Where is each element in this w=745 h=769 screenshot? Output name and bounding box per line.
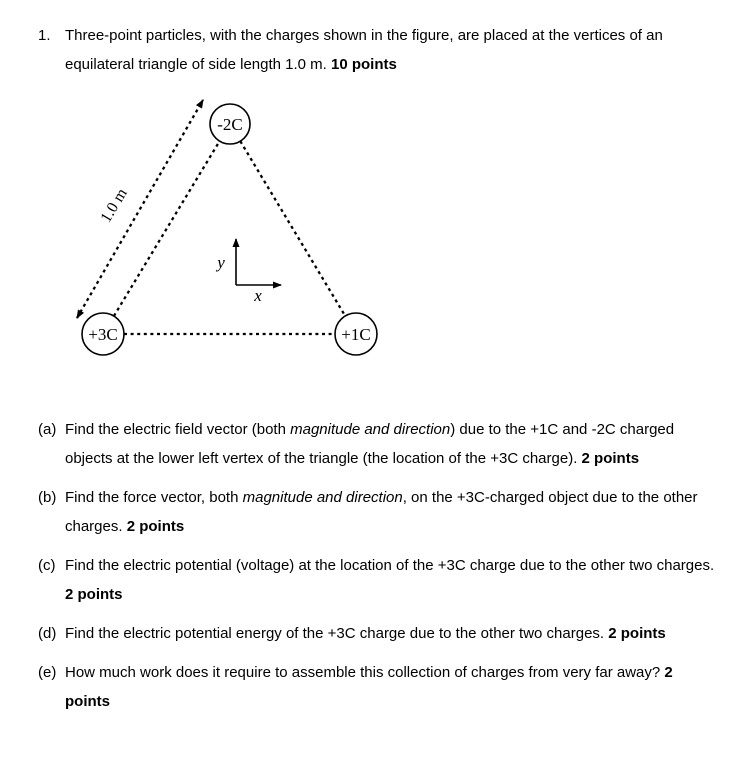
question-text: Three-point particles, with the charges shown in the figure, are placed at the vertices of an equilateral triangle of side length 1.0 m. 10 points bbox=[65, 27, 663, 73]
question-statement bbox=[38, 21, 715, 79]
part-label: (d) bbox=[38, 625, 57, 642]
charge-label-bottom-left: +3C bbox=[88, 325, 118, 344]
y-axis-label: y bbox=[217, 253, 225, 272]
part-item bbox=[38, 619, 715, 648]
part-label: (e) bbox=[38, 664, 57, 681]
part-text: Find the electric potential energy of the +3C charge due to the other two charges. 2 points bbox=[65, 625, 666, 642]
part-item bbox=[38, 415, 715, 473]
triangle-side-left bbox=[114, 141, 220, 316]
part-label: (a) bbox=[38, 421, 57, 438]
part-item bbox=[38, 551, 715, 609]
triangle-figure bbox=[60, 93, 715, 381]
side-length-measure-arrow bbox=[77, 100, 203, 318]
part-label: (c) bbox=[38, 557, 56, 574]
part-text: Find the force vector, both magnitude and direction, on the +3C-charged object due to the other charges. 2 points bbox=[65, 489, 698, 535]
parts-list bbox=[38, 415, 715, 716]
part-item bbox=[38, 483, 715, 541]
side-length-label: 1.0 m bbox=[97, 185, 131, 226]
question-number: 1. bbox=[38, 27, 51, 44]
part-label: (b) bbox=[38, 489, 57, 506]
x-axis-label: x bbox=[254, 286, 262, 305]
triangle-figure-svg bbox=[60, 93, 400, 371]
part-text: How much work does it require to assemble this collection of charges from very far away? 2 points bbox=[65, 664, 673, 710]
charge-label-top: -2C bbox=[217, 115, 243, 134]
charge-label-bottom-right: +1C bbox=[341, 325, 371, 344]
part-text: Find the electric field vector (both magnitude and direction) due to the +1C and -2C charged objects at the lower left vertex of the triangle (the location of the +3C charge). 2 points bbox=[65, 421, 675, 467]
part-text: Find the electric potential (voltage) at the location of the +3C charge due to the other two charges. 2 points bbox=[65, 557, 715, 603]
part-item bbox=[38, 658, 715, 716]
